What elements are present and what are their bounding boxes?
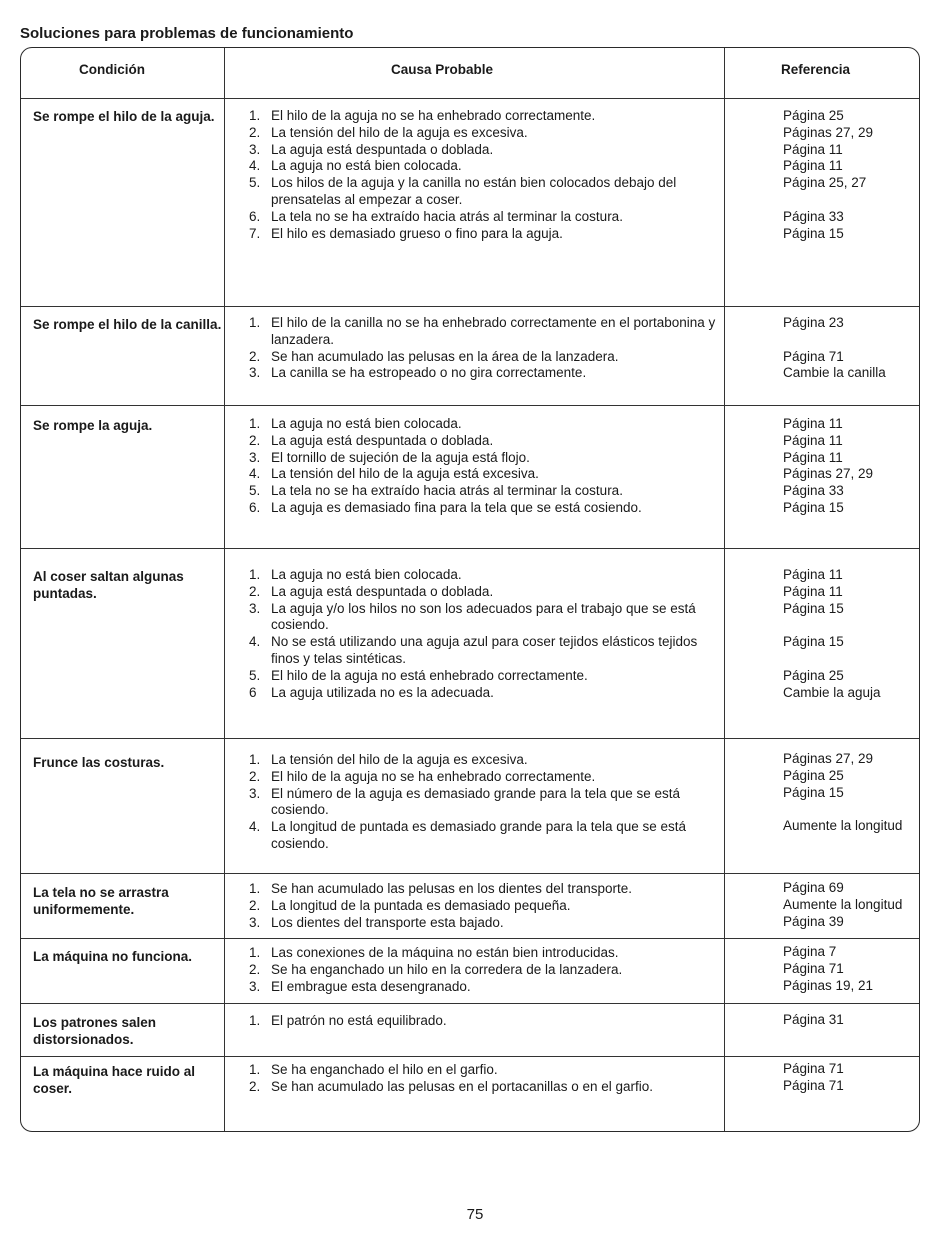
cause-item: 3. El tornillo de sujeción de la aguja está flojo. [249,449,530,465]
reference-item: Página 11 [783,449,843,465]
reference-item: Página 11 [783,141,843,157]
reference-item: Página 33 [783,483,844,499]
row-references [783,751,921,835]
cause-item: 2. Se ha enganchado un hilo en la corredera de la lanzadera. [249,961,623,977]
reference-item: Página 33 [783,208,844,224]
cause-item: 3. La canilla se ha estropeado o no gira correctamente. [249,365,587,381]
header-cause: Causa Probable [391,62,494,77]
row-divider [21,938,919,939]
row-divider [21,306,919,307]
page-title: Soluciones para problemas de funcionamiento [20,25,354,42]
cause-item: 1. La tensión del hilo de la aguja es excesiva. [249,752,528,767]
row-references [783,315,921,382]
cause-item: 1. La aguja no está bien colocada. [249,567,462,582]
cause-item: 2. La longitud de la puntada es demasiado pequeña. [249,897,571,913]
cause-item: 2. La aguja está despuntada o doblada. [249,583,494,599]
row-condition: Frunce las costuras. [33,755,165,770]
row-divider [21,548,919,549]
row-divider [21,873,919,874]
row-causes [249,1062,729,1096]
cause-item: 1. Las conexiones de la máquina no están bien introducidas. [249,945,619,960]
reference-item: Página 25 [783,108,844,123]
troubleshooting-table [20,47,920,1132]
reference-item: Páginas 27, 29 [783,466,874,482]
reference-item: Página 31 [783,1012,844,1027]
cause-item: 4. La aguja no está bien colocada. [249,158,462,174]
reference-item: Página 25 [783,767,844,783]
reference-item: Página 71 [783,960,844,976]
reference-item: Cambie la canilla [783,365,886,381]
row-condition: La tela no se arrastra uniformemente. [33,885,169,917]
reference-item: Páginas 27, 29 [783,751,874,766]
cause-item: 2. La aguja está despuntada o doblada. [249,432,494,448]
reference-item: Páginas 19, 21 [783,977,874,993]
cause-item: 6. La aguja es demasiado fina para la tela que se está cosiendo. [249,499,642,515]
cause-item: 1. El hilo de la aguja no se ha enhebrado correctamente. [249,108,596,123]
reference-item: Aumente la longitud [783,896,903,912]
row-causes [249,315,729,382]
row-divider [21,405,919,406]
row-references [783,944,921,994]
reference-item: Página 39 [783,913,844,929]
row-causes [249,945,729,995]
cause-item: 5. Los hilos de la aguja y la canilla no están bien colocados debajo del prensatelas al empezar a coser. [249,175,677,207]
cause-item: 4. No se está utilizando una aguja azul para coser tejidos elásticos tejidos finos y telas sintéticas. [249,634,698,666]
row-condition: La máquina no funciona. [33,949,193,964]
row-condition: Se rompe el hilo de la aguja. [33,109,215,124]
reference-item: Página 15 [783,784,844,800]
reference-item: Páginas 27, 29 [783,124,874,140]
row-references [783,416,921,517]
row-condition: Los patrones salen distorsionados. [33,1015,157,1047]
row-divider [21,738,919,739]
cause-item: 4. La tensión del hilo de la aguja está excesiva. [249,466,539,482]
reference-item: Página 7 [783,944,837,959]
reference-item: Página 15 [783,499,844,515]
reference-item: Página 69 [783,880,844,895]
row-condition: Al coser saltan algunas puntadas. [33,569,184,601]
cause-item: 3. El embrague esta desengranado. [249,978,471,994]
reference-item: Página 11 [783,158,843,174]
reference-item: Página 15 [783,634,844,650]
reference-item: Página 11 [783,567,843,582]
row-references [783,1012,921,1029]
reference-item: Página 15 [783,600,844,616]
cause-item: 1. Se han acumulado las pelusas en los dientes del transporte. [249,881,632,896]
header-condition: Condición [79,62,145,77]
row-causes [249,1013,729,1030]
reference-item: Página 11 [783,416,843,431]
cause-item: 2. Se han acumulado las pelusas en el portacanillas o en el garfio. [249,1078,653,1094]
column-divider [224,48,225,1131]
reference-item: Página 11 [783,432,843,448]
reference-spacer [783,801,921,818]
reference-spacer [783,192,921,209]
reference-spacer [783,332,921,349]
cause-item: 1. Se ha enganchado el hilo en el garfio. [249,1062,498,1077]
cause-item: 1. El hilo de la canilla no se ha enhebrado correctamente en el portabonina y lanzadera. [249,315,716,347]
row-causes [249,881,729,931]
cause-item: 3. La aguja está despuntada o doblada. [249,141,494,157]
row-divider [21,1003,919,1004]
reference-item: Página 11 [783,583,843,599]
row-causes [249,108,729,242]
cause-item: 1. El patrón no está equilibrado. [249,1013,447,1028]
cause-item: 7. El hilo es demasiado grueso o fino para la aguja. [249,225,563,241]
cause-item: 3. El número de la aguja es demasiado grande para la tela que se está cosiendo. [249,785,681,818]
row-condition: La máquina hace ruido al coser. [33,1064,196,1096]
row-references [783,567,921,701]
page-number: 75 [466,1206,484,1223]
row-divider [21,1056,919,1057]
cause-item: 4. La longitud de puntada es demasiado grande para la tela que se está cosiendo. [249,819,687,851]
cause-item: 5. El hilo de la aguja no está enhebrado correctamente. [249,667,588,683]
reference-item: Página 15 [783,225,844,241]
cause-item: 1. La aguja no está bien colocada. [249,416,462,431]
reference-item: Página 25 [783,667,844,683]
reference-item: Página 71 [783,348,844,364]
row-references [783,1061,921,1095]
reference-item: Página 25, 27 [783,175,867,191]
reference-item: Página 71 [783,1077,844,1093]
row-causes [249,567,729,701]
reference-item: Aumente la longitud [783,818,903,834]
row-references [783,108,921,242]
reference-spacer [783,617,921,634]
cause-item: 6 La aguja utilizada no es la adecuada. [249,684,494,700]
row-condition: Se rompe la aguja. [33,418,153,433]
row-condition: Se rompe el hilo de la canilla. [33,317,222,332]
cause-item: 2. Se han acumulado las pelusas en la área de la lanzadera. [249,348,619,364]
reference-spacer [783,651,921,668]
cause-item: 5. La tela no se ha extraído hacia atrás al terminar la costura. [249,483,623,499]
reference-item: Página 71 [783,1061,844,1076]
reference-item: Página 23 [783,315,844,330]
reference-item: Cambie la aguja [783,684,881,700]
row-divider [21,98,919,99]
row-causes [249,752,729,853]
cause-item: 3. Los dientes del transporte esta bajado. [249,914,504,930]
cause-item: 2. El hilo de la aguja no se ha enhebrado correctamente. [249,768,596,784]
header-reference: Referencia [781,62,851,77]
row-causes [249,416,729,517]
row-references [783,880,921,930]
cause-item: 2. La tensión del hilo de la aguja es excesiva. [249,124,528,140]
cause-item: 3. La aguja y/o los hilos no son los adecuados para el trabajo que se está cosiendo. [249,600,696,633]
cause-item: 6. La tela no se ha extraído hacia atrás al terminar la costura. [249,208,623,224]
